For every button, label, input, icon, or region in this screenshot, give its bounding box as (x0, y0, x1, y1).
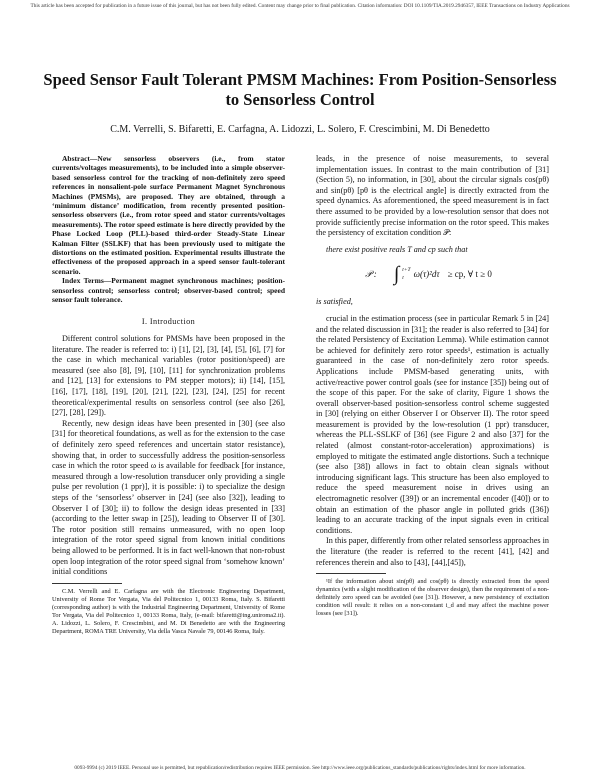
journal-header-note: This article has been accepted for publication in a future issue of this journal, but has not been fully edited. Content may change prior to final publication. Citation information: DOI 10.1109/TIA.2019.2946357, IEEE Transactions on Industry Applications (30, 3, 570, 9)
section-heading-introduction: I. Introduction (141, 316, 196, 326)
left-column (52, 154, 285, 636)
equation-inequality: ≥ cp, ∀ t ≥ 0 (447, 269, 492, 280)
index-terms: Index Terms—Permanent magnet synchronous machines; position-sensorless control; sensorless control; observer-based control; speed sensor fault tolerance. (52, 276, 285, 305)
equation-after: is satisfied, (316, 297, 353, 307)
equation-intro: there exist positive reals T and cp such that (326, 244, 468, 254)
author-list: C.M. Verrelli, S. Bifaretti, E. Carfagna, A. Lidozzi, L. Solero, F. Crescimbini, M. Di Benedetto (110, 124, 490, 135)
paper-title: Speed Sensor Fault Tolerant PMSM Machines: From Position-Sensorless to Sensorless Control (43, 70, 557, 109)
right-paragraph-2: crucial in the estimation process (see in particular Remark 5 in [24] and the related discussion in [31]; the reader is also referred to [34] for the related Persistency of Excitation Lemma). While estimation cannot be achieved for definitely zero rotor speeds¹, estimation is actually guaranteed in the case of non-definitely zero rotor speeds. Applications include PMSM-based generating units, with active/reactive power control goals (see for instance [35]) being out of the scope of this paper. For the sake of clarity, Figure 1 shows the overall observer-based position-sensorless control scheme suggested in [30] (relying on either Observer I or Observer II). The rotor speed measurement is provided by the low-resolution (1 ppr) transducer, whereas the PLL-SSLKF of [36] (see Figure 2 and also [37] for the related (almost constant-rotor-acceleration) approximations) is employed to mitigate the estimated angle distortions. Such a technique (see also [38]) allows in fact to obtain clean signals without introducing significant lags. This structure has been also employed to reduce the speed measurement noise in drives using an electromagnetic resolver ([39]) or an incremental encoder ([40]) or to obtain an estimation of the phasor angle in polluted grids ([36]) leading to an accurate tracking of the input signals even in critical conditions. (316, 313, 549, 535)
persistency-of-excitation-equation (316, 257, 549, 291)
right-column (316, 154, 549, 618)
footnote-divider (52, 583, 122, 584)
right-paragraph-3: In this paper, differently from other related sensorless approaches in the literature (the reader is referred to the recent [41], [42] and references therein and also to [43], [44],[45]), (316, 536, 549, 567)
right-paragraph-1: leads, in the presence of noise measurements, to several implementation issues. In contrast to the main contribution of [31] (Section 5), no information, in [30], about the circular signals cos(pθ) and sin(pθ) [pθ is the electrical angle] is directly extracted from the speed dynamics. As aforementioned, the speed measurement is in fact there assumed to be provided by a low-resolution sensor that does not provide sufficiently precise information on the rotor speed. This makes the persistency of excitation condition 𝒫: (316, 154, 549, 238)
integral-lower-limit: t (402, 275, 404, 282)
footnote-divider-right (316, 573, 386, 574)
copyright-footer: 0093-9994 (c) 2019 IEEE. Personal use is permitted, but republication/redistribution requires IEEE permission. See http://www.ieee.org/publications_standards/publications/rights/index.html for more information. (74, 765, 526, 771)
intro-paragraph-2: Recently, new design ideas have been presented in [30] (see also [31] for theoretical foundations, as well as for the extension to the case of definitely zero speed references and uncertain stator resistance), showing that, in order to successfully address the position-sensorless case in which the rotor speed ω is available for feedback [for instance, measured through a low-resolution transducer only providing a single pulse per revolution (1 ppr)], it is possible: i) to specialize the design steps of the ‘sensorless’ observer in [24] (see also [32]), leading to Observer I of [30]; ii) to follow the design ideas presented in [33] (according to the letter swap in [25]), leading to Observer II of [30]. The rotor position still remains unmeasured, with no open loop integration of the rotor speed signal from known initial conditions being allowed to be performed. It is in fact well-known that non-robust open loop integration of the rotor speed signal from ‘somehow known’ initial conditions (52, 418, 285, 577)
intro-paragraph-1: Different control solutions for PMSMs have been proposed in the literature. The reader is referred to: i) [1], [2], [3], [4], [5], [6], [7] for the case in which mechanical variables (rotor position/speed) are measured (see also [8], [9], [10], [11] for synchronization problems and [12], [13] for extensions to PM stepper motors); ii) [14], [15], [16], [17], [18], [19], [20], [21], [22], [23], [24], [25] for recent theoretical/experimental results on sensorless control (see also [26], [27], [28], [29]). (52, 334, 285, 418)
affiliation-footnote: C.M. Verrelli and E. Carfagna are with the Electronic Engineering Department, University of Rome Tor Vergata, Via del Politecnico 1, 00133 Roma, Italy. S. Bifaretti (corresponding author) is with the Industrial Engineering Department, University of Rome Tor Vergata, Via del Politecnico 1, 00133 Roma, Italy, (e-mail: bifaretti@ing.uniroma2.it). A. Lidozzi, L. Solero, F. Crescimbini, and M. Di Benedetto are with the Engineering Department, ROMA TRE University, Via della Vasca Navale 79, 00146 Roma, Italy. (52, 587, 285, 635)
equation-lhs: 𝒫 : (365, 269, 377, 280)
footnote-1: ¹If the information about sin(pθ) and cos(pθ) is directly extracted from the speed dynamics (with a slight modification of the observer design), then the requirement of a non-definitely zero speed can be avoided (see [31]). However, a new persistency of excitation condition will result: it relies on a non-constant i_d and may affect the machine power losses (see [31]). (316, 578, 549, 618)
integral-sign: ∫ (393, 263, 400, 286)
integral-upper-limit: t+T (402, 267, 411, 274)
integrand: ω(τ)²dτ (413, 269, 440, 280)
abstract: Abstract—New sensorless observers (i.e., from stator currents/voltages measurements), to be included into a simple observer-based sensorless control for the tracking of non-definitely zero speed references in nonsalient-pole surface Permanent Magnet Synchronous Machines (PMSMs), are proposed. They are obtained, through a ‘minimum distance’ modification, from recently presented position-sensorless observers (i.e., from rotor speed and stator currents/voltages measurements). The rotor speed estimate is here directly provided by the Phase Locked Loop (PLL)-based third-order Steady-State Linear Kalman Filter (SSLKF) that has been previously used to mitigate the distortions on the estimated position. Experimental results illustrate the effectiveness of the proposed approach in a speed sensor fault-tolerant scenario. (52, 154, 285, 276)
integral-limits (402, 266, 410, 282)
